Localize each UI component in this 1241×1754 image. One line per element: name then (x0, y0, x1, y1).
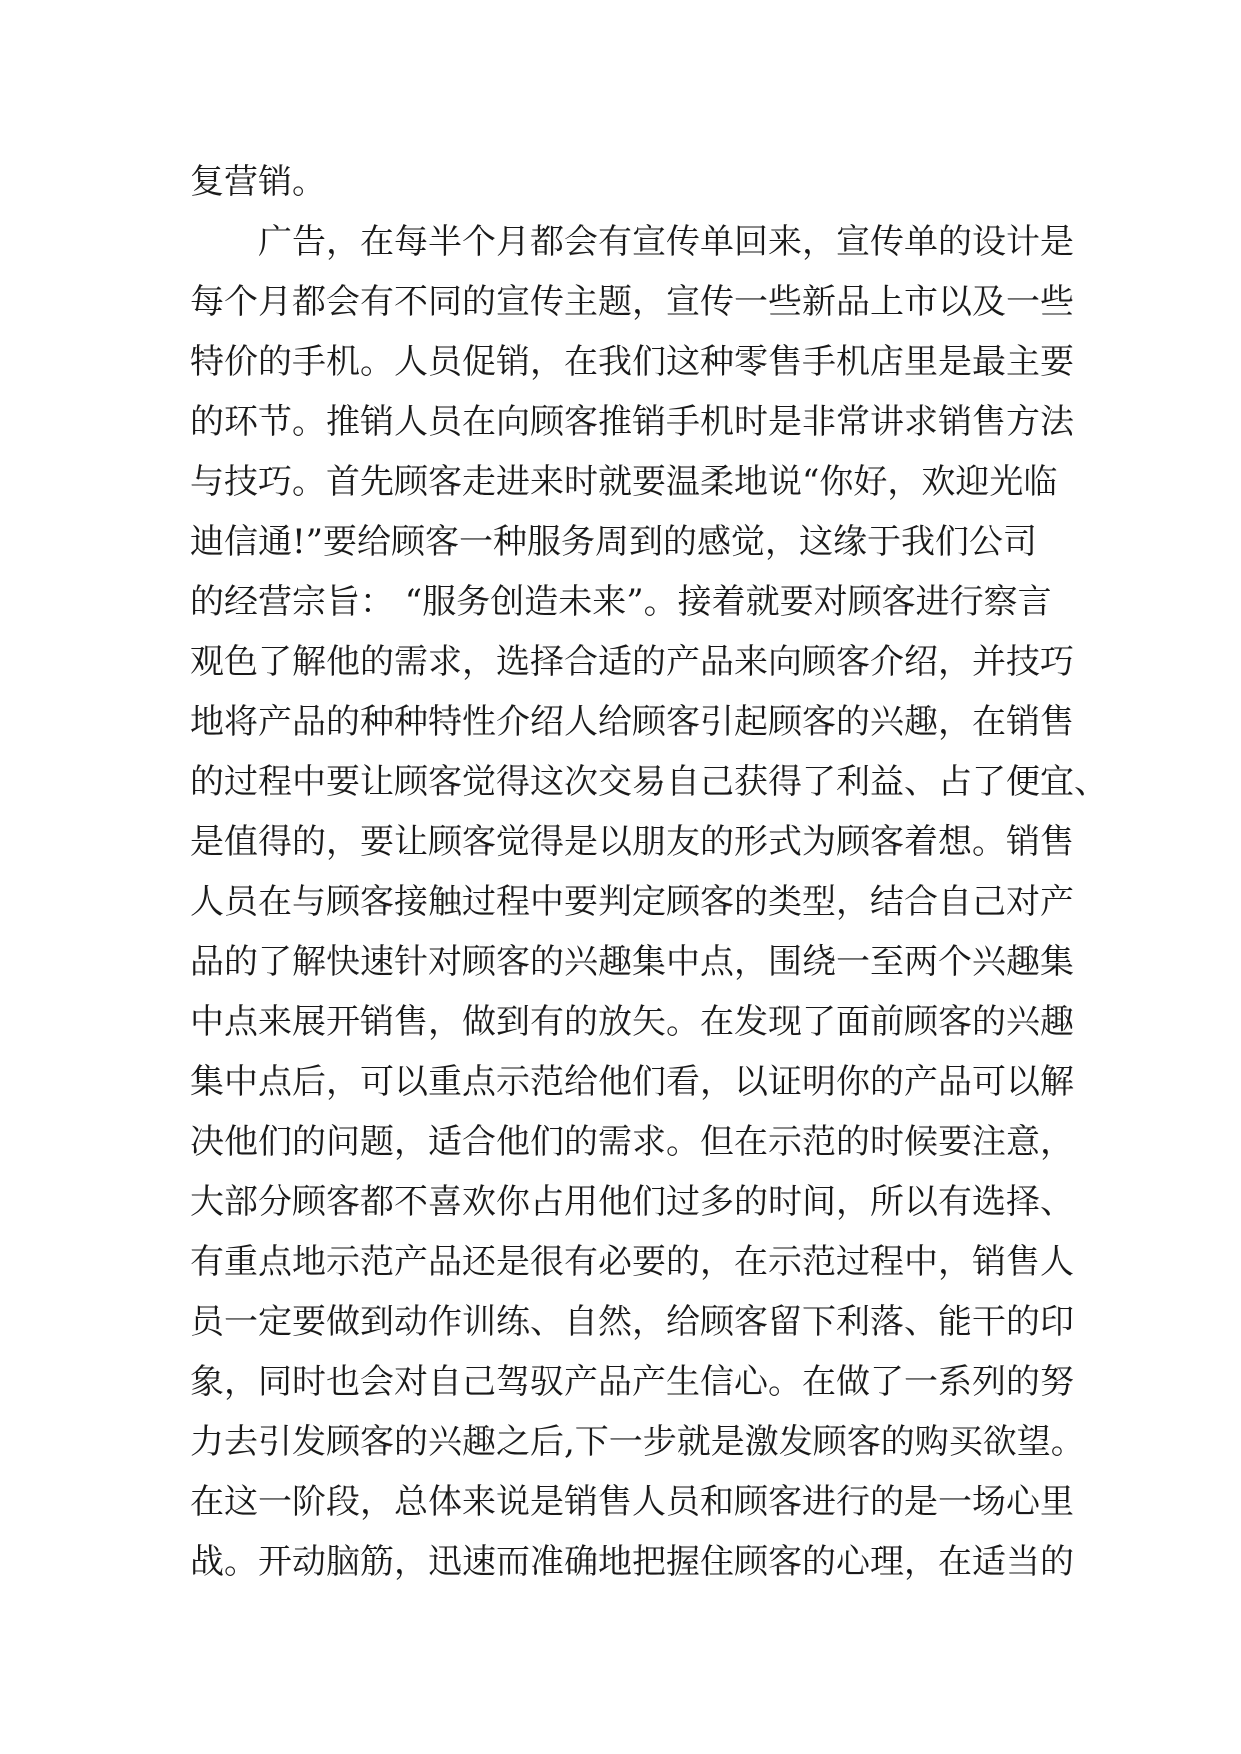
text-line: 员一定要做到动作训练、自然，给顾客留下利落、能干的印 (190, 1302, 1074, 1342)
text-line: 是值得的，要让顾客觉得是以朋友的形式为顾客着想。销售 (190, 822, 1074, 862)
text-line: 的环节。推销人员在向顾客推销手机时是非常讲求销售方法 (190, 402, 1074, 442)
text-line: 决他们的问题，适合他们的需求。但在示范的时候要注意， (190, 1122, 1074, 1162)
text-line: 迪信通!”要给顾客一种服务周到的感觉，这缘于我们公司 (190, 522, 1038, 562)
text-line: 集中点后，可以重点示范给他们看，以证明你的产品可以解 (190, 1062, 1074, 1102)
text-line: 中点来展开销售，做到有的放矢。在发现了面前顾客的兴趣 (190, 1002, 1074, 1042)
text-line: 有重点地示范产品还是很有必要的，在示范过程中，销售人 (190, 1242, 1074, 1282)
body-text (190, 152, 1108, 1592)
text-line: 复营销。 (190, 162, 326, 202)
text-line: 每个月都会有不同的宣传主题，宣传一些新品上市以及一些 (190, 282, 1074, 322)
text-line: 观色了解他的需求，选择合适的产品来向顾客介绍，并技巧 (190, 642, 1074, 682)
text-line: 的经营宗旨： “服务创造未来”。接着就要对顾客进行察言 (190, 582, 1052, 622)
text-line: 在这一阶段，总体来说是销售人员和顾客进行的是一场心里 (190, 1482, 1074, 1522)
text-line: 品的了解快速针对顾客的兴趣集中点，围绕一至两个兴趣集 (190, 942, 1074, 982)
text-line: 大部分顾客都不喜欢你占用他们过多的时间，所以有选择、 (190, 1182, 1074, 1222)
text-line: 象，同时也会对自己驾驭产品产生信心。在做了一系列的努 (190, 1362, 1074, 1402)
text-line: 与技巧。首先顾客走进来时就要温柔地说“你好，欢迎光临 (190, 462, 1058, 502)
text-line: 的过程中要让顾客觉得这次交易自己获得了利益、占了便宜、 (190, 762, 1108, 802)
text-line: 人员在与顾客接触过程中要判定顾客的类型，结合自己对产 (190, 882, 1074, 922)
text-line: 战。开动脑筋，迅速而准确地把握住顾客的心理，在适当的 (190, 1542, 1074, 1582)
text-line: 力去引发顾客的兴趣之后,下一步就是激发顾客的购买欲望。 (190, 1422, 1085, 1462)
text-line: 地将产品的种种特性介绍人给顾客引起顾客的兴趣，在销售 (190, 702, 1074, 742)
paragraph-first-line: 广告，在每半个月都会有宣传单回来，宣传单的设计是 (258, 222, 1074, 262)
text-line: 特价的手机。人员促销，在我们这种零售手机店里是最主要 (190, 342, 1074, 382)
